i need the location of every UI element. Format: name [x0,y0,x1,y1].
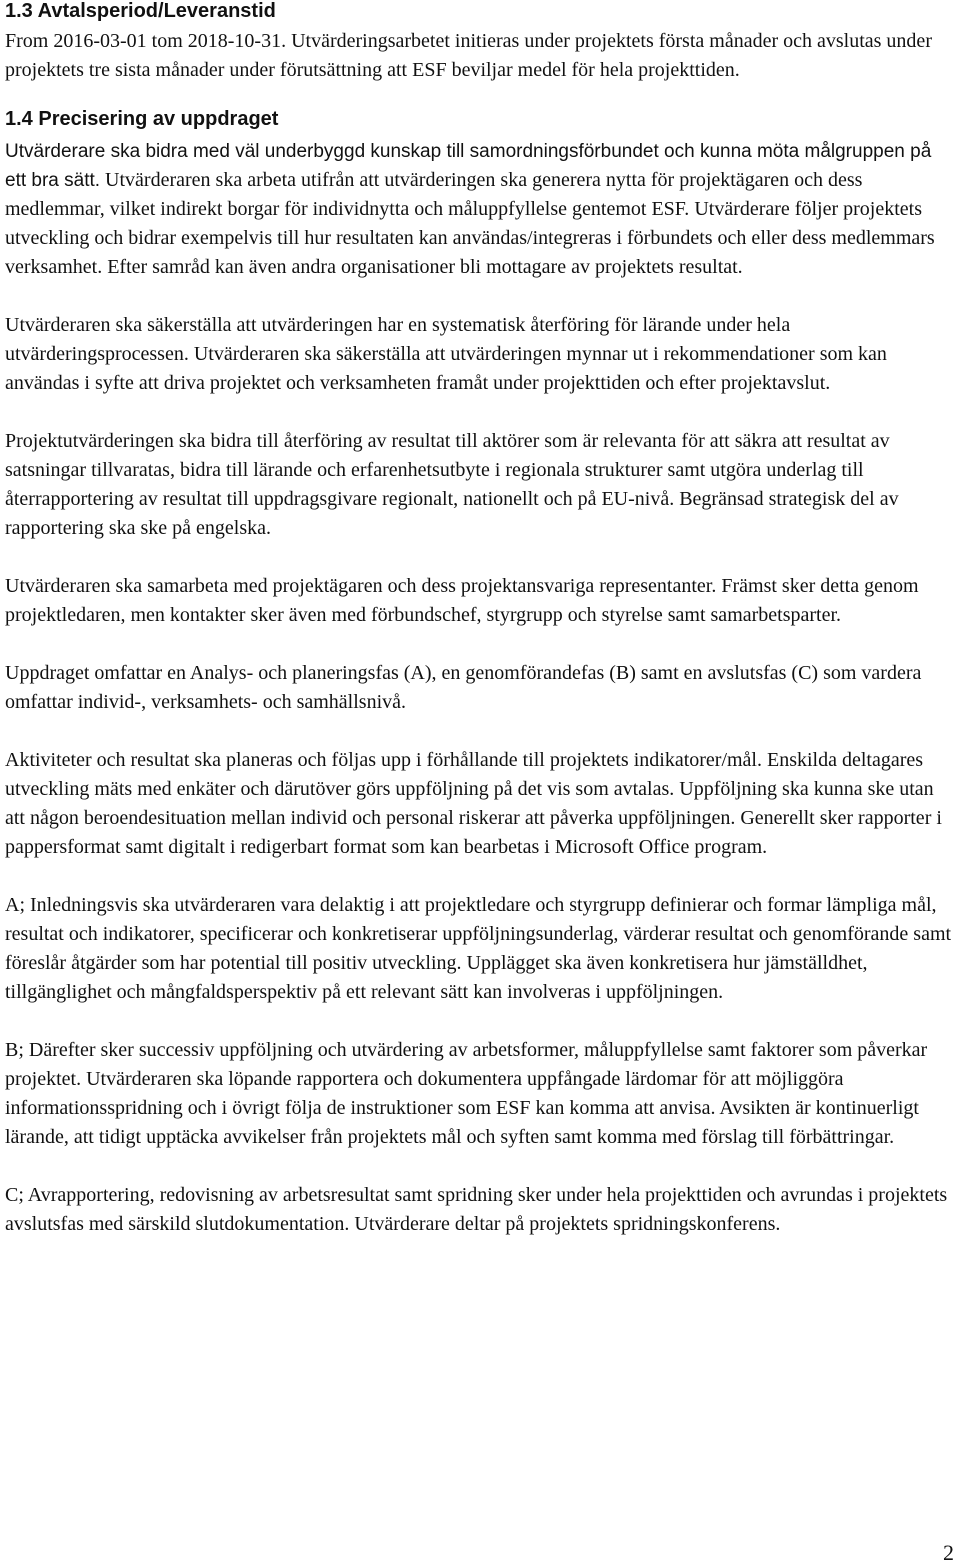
paragraph-activities: Aktiviteter och resultat ska planeras och följas upp i förhållande till projektets indikatorer/mål. Enskilda deltagares utveckling mäts med enkäter och därutöver görs uppföljning på det vis som avtalas. Uppföljning ska kunna ske utan att någon beroendesituation mellan individ och personal riskerar att påverka uppföljningen. Generellt sker rapporter i pappersformat samt digitalt i redigerbart format som kan bearbetas i Microsoft Office program. [5,749,942,858]
paragraph-phase-c: C; Avrapportering, redovisning av arbetsresultat samt spridning sker under hela projekttiden och avrundas i projektets avslutsfas med särskild slutdokumentation. Utvärderare deltar på projektets spridningskonferens. [5,1184,948,1235]
section-1-4-intro-serif: Utvärderaren ska arbeta utifrån att utvärderingen ska generera nytta för projektägaren och dess medlemmar, vilket indirekt borgar för individnytta och måluppfyllelse gentemot ESF. [5,169,863,220]
paragraph-phase-a: A; Inledningsvis ska utvärderaren vara delaktig i att projektledare och styrgrupp definierar och formar lämpliga mål, resultat och indikatorer, specificerar och konkretiserar uppföljningsunderlag, värderar resultat och genomförande samt föreslår åtgärder som har potential till positiv utveckling. Upplägget ska även konkretisera hur jämställdhet, tillgänglighet och mångfaldsperspektiv på ett relevant sätt kan involveras i uppföljningen. [5,894,952,1003]
paragraph-project-evaluation: Projektutvärderingen ska bidra till återföring av resultat till aktörer som är relevanta för att säkra att resultat av satsningar tillvaratas, bidra till lärande och erfarenhetsutbyte i regionala strukturer samt utgöra underlag till återrapportering av resultat till uppdragsgivare regionalt, nationellt och på EU-nivå. Begränsad strategisk del av rapportering ska ske på engelska. [5,430,899,539]
page-number: 2 [943,1540,954,1565]
section-heading-1-4: 1.4 Precisering av uppdraget [5,108,279,130]
paragraph-cooperation: Utvärderaren ska samarbeta med projektägaren och dess projektansvariga representanter. Främst sker detta genom projektledaren, men kontakter sker även med förbundschef, styrgrupp och styrelse samt samarbetsparter. [5,575,919,626]
paragraph-phases: Uppdraget omfattar en Analys- och planeringsfas (A), en genomförandefas (B) samt en avslutsfas (C) som vardera omfattar individ-, verksamhets- och samhällsnivå. [5,662,922,713]
paragraph-systematic-feedback: Utvärderaren ska säkerställa att utvärderingen har en systematisk återföring för lärande under hela utvärderingsprocessen. Utvärderaren ska säkerställa att utvärderingen mynnar ut i rekommendationer som kan användas i syfte att driva projektet och verksamheten framåt under projekttiden och efter projektavslut. [5,314,887,394]
section-1-4-intro-sans: Utvärderare ska bidra med väl underbyggd kunskap till samordningsförbundet och kunna möta målgruppen på ett bra sätt. [5,141,932,191]
section-1-4-intro [5,137,955,282]
document-page [5,0,955,1239]
section-1-3-body: From 2016-03-01 tom 2018-10-31. Utvärderingsarbetet initieras under projektets första månader och avslutas under projektets tre sista månader under förutsättning att ESF beviljar medel för hela projekttiden. [5,30,932,81]
paragraph-phase-b: B; Därefter sker successiv uppföljning och utvärdering av arbetsformer, måluppfyllelse samt faktorer som påverkar projektet. Utvärderaren ska löpande rapportera och dokumentera uppfångade lärdomar för att möjliggöra informationsspridning och i övrigt följa de instruktioner som ESF kan komma att anvisa. Avsikten är kontinuerligt lärande, att tidigt upptäcka avvikelser från projektets mål och syften samt komma med förslag till förbättringar. [5,1039,928,1148]
section-1-4-intro-rest: Utvärderare följer projektets utveckling och bidrar exempelvis till hur resultaten kan användas/integreras i förbundets och eller dess medlemmars verksamhet. Efter samråd kan även andra organisationer bli mottagare av projektets resultat. [5,198,935,278]
section-heading-1-3: 1.3 Avtalsperiod/Leveranstid [5,0,276,22]
